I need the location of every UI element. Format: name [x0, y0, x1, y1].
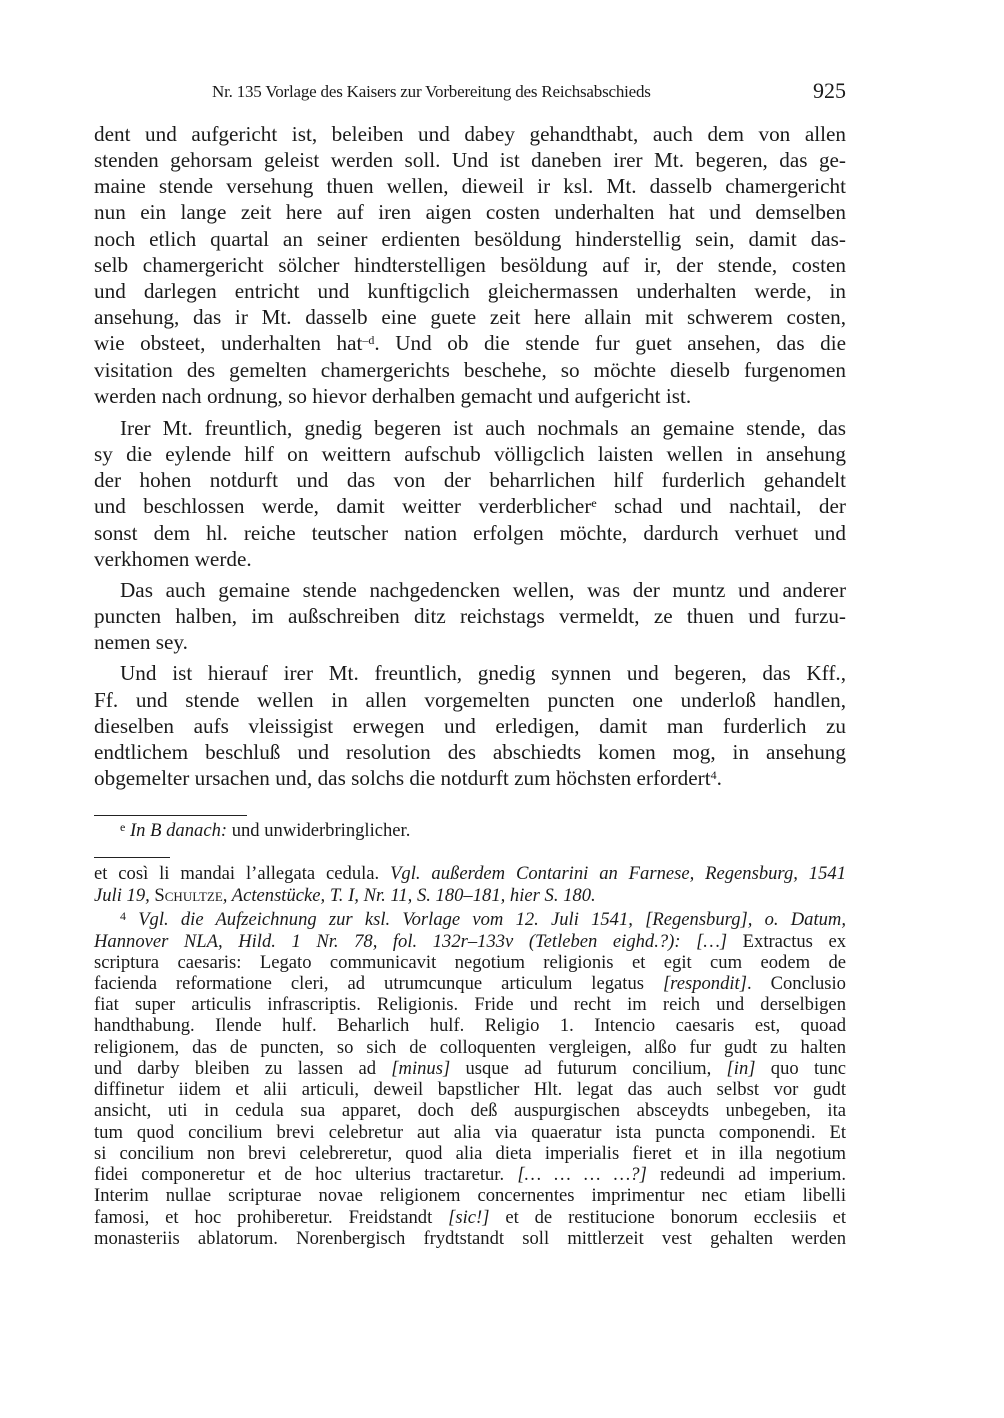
body-line: dieselben aufs vleissigist erwegen und erledigen, damit man furderlich zu [94, 714, 846, 738]
footnote-line: religionem, das de puncten, so sich de colloquenten vergleigen, alßo fur gudt zu halten [94, 1037, 846, 1058]
footnote-line: fidei componeretur et de hoc ulterius tractaretur. [… … … …?] redeundi ad imperium. [94, 1164, 846, 1185]
page-number: 925 [813, 78, 846, 103]
body-line: visitation des gemelten chamergerichts beschehe, so möchte dieselb furgenomen [94, 358, 846, 382]
footnote-number: 4 [120, 909, 126, 923]
footnote-rule [94, 857, 170, 858]
footnote-line: und darby bleiben zu lassen ad [minus] usque ad futurum concilium, [in] quo tunc [94, 1058, 846, 1079]
footnote-line: scriptura caesaris: Legato communicavit negotium religionis et egit cum eodem de [94, 952, 846, 973]
body-line: puncten halben, im außschreiben ditz reichstags vermeldt, ze thuen und furzu- [94, 604, 846, 628]
body-line: dent und aufgericht ist, beleiben und dabey gehandthabt, auch dem von allen [94, 122, 846, 146]
footnote-line: monasteriis ablatorum. Norenbergisch frydtstandt soll mittlerzeit vest gehalten werden [94, 1228, 846, 1249]
footnote-line: handthabung. Ilende hulf. Beharlich hulf. Religio 1. Intencio caesaris est, quoad [94, 1015, 846, 1036]
footnote-line: Juli 19, Schultze, Actenstücke, T. I, Nr. 11, S. 180–181, hier S. 180. [94, 885, 596, 906]
footnote-line: et così li mandai l’allegata cedula. Vgl. außerdem Contarini an Farnese, Regensburg, 1541 [94, 863, 846, 884]
body-line: noch etlich quartal an seiner erdienten besöldung hinderstellig sein, damit das- [94, 227, 846, 251]
apparatus-note-e: $^e$ In B danach: und unwiderbringlicher. [120, 820, 411, 841]
body-line: stenden gehorsam geleist werden soll. Und ist daneben irer Mt. begeren, das ge- [94, 148, 846, 172]
footnote-marker: 4 [710, 768, 717, 782]
body-line: endtlichem beschluß und resolution des abschiedts komen mog, in ansehung [94, 740, 846, 764]
apparatus-marker: –d [362, 333, 375, 347]
footnote-line: facienda reformatione cleri, ad utrumcunque articulum legatus [respondit]. Conclusio [94, 973, 846, 994]
body-line: Das auch gemaine stende nachgedencken wellen, was der muntz und anderer [120, 578, 846, 602]
running-header [94, 80, 846, 106]
body-line: und darlegen entricht und kunftigclich gleichermassen underhalten werde, in [94, 279, 846, 303]
footnote-line: si concilium non brevi celebreretur, quod alia dieta imperialis fieret et in illa negotium [94, 1143, 846, 1164]
body-line: Ff. und stende wellen in allen vorgemelten puncten one underloß handlen, [94, 688, 846, 712]
body-line: werden nach ordnung, so hievor derhalben gemacht und aufgericht ist. [94, 384, 692, 408]
footnote-4: $^4$ Vgl. die Aufzeichnung zur ksl. Vorlage vom 12. Juli 1541, [Regensburg], o. Datum, [120, 909, 846, 930]
body-line: der hohen notdurft und das von der beharrlichen hilf furderlich gehandelt [94, 468, 846, 492]
body-line: selb chamergericht sölcher hindterstelligen besöldung auf ir, der stende, costen [94, 253, 846, 277]
body-line: Und ist hierauf irer Mt. freuntlich, gnedig synnen und begeren, das Kff., [120, 661, 846, 685]
footnote-line: Hannover NLA, Hild. 1 Nr. 78, fol. 132r–133v (Tetleben eighd.?): […] Extractus ex [94, 931, 846, 952]
body-line: verkhomen werde. [94, 547, 252, 571]
body-line: und beschlossen werde, damit weitter verderblicher$^e$ schad und nachtail, der [94, 494, 846, 518]
footnote-line: diffinetur iidem et alii articuli, deweil bapstlicher Hlt. legat das auch selbst vor gudt [94, 1079, 846, 1100]
footnote-line: Interim nullae scripturae novae religionem concernentes imprimentur nec etiam libelli [94, 1185, 846, 1206]
body-line: maine stende versehung thuen wellen, dieweil ir ksl. Mt. dasselb chamergericht [94, 174, 846, 198]
footnote-line: ansicht, uti in cedula sua apparet, doch deß auspurgischen absceydts unbegeben, ita [94, 1100, 846, 1121]
body-line: wie obsteet, underhalten hat$^{-d}$. Und ob die stende fur guet ansehen, das die [94, 331, 846, 355]
footnote-line: famosi, et hoc prohiberetur. Freidstandt [sic!] et de restitucione bonorum ecclesiis et [94, 1207, 846, 1228]
body-line: ansehung, das ir Mt. dasselb eine guete zeit here allain mit schwerem costen, [94, 305, 846, 329]
body-line: sy die eylende hilf on weittern aufschub völligclich laisten wellen in ansehung [94, 442, 846, 466]
body-line: obgemelter ursachen und, das solchs die notdurft zum höchsten erfordert$^4$. [94, 766, 722, 790]
body-line: nun ein lange zeit here auf iren aigen costen underhalten hat und demselben [94, 200, 846, 224]
body-line: sonst dem hl. reiche teutscher nation erfolgen möchte, dardurch verhuet und [94, 521, 846, 545]
body-line: Irer Mt. freuntlich, gnedig begeren ist auch nochmals an gemaine stende, das [120, 416, 846, 440]
apparatus-rule [94, 815, 247, 816]
apparatus-marker: e [591, 496, 597, 510]
running-title: Nr. 135 Vorlage des Kaisers zur Vorbereitung des Reichsabschieds [212, 82, 651, 101]
footnote-line: tum quod concilium brevi celebretur aut alia via quaeratur ista puncta componendi. Et [94, 1122, 846, 1143]
body-line: nemen sey. [94, 630, 188, 654]
footnote-line: fiat super articulis infrascriptis. Religionis. Fride und recht im reich und derselbigen [94, 994, 846, 1015]
